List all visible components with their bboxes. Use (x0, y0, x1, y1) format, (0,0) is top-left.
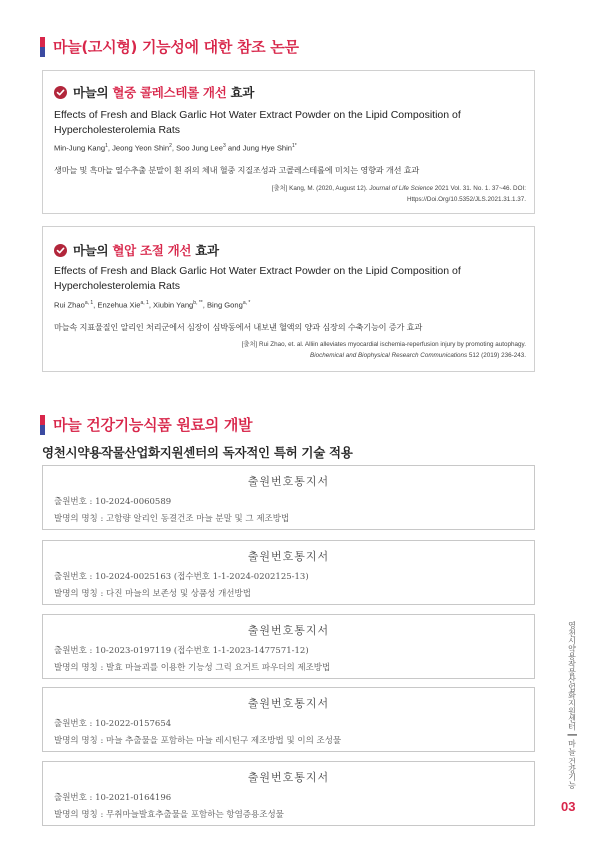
notice-invention-name: 발명의 명칭 : 무취마늘발효추출물을 포함하는 항염증용조성물 (54, 810, 284, 820)
notice-title: 출원번호통지서 (247, 550, 330, 563)
notice-number: 출원번호 : 10-2024-0025163 (접수번호 1-1-2024-0202125-13) (54, 572, 309, 582)
paper-korean-summary: 생마늘 및 흑마늘 열수추출 분말이 흰 쥐의 체내 혈중 지질조성과 고콜레스테롤에 미치는 영향과 개선 효과 (54, 165, 420, 175)
notice-number: 출원번호 : 10-2023-0197119 (접수번호 1-1-2023-1477571-12) (54, 646, 309, 656)
paper-heading-highlight: 혈중 콜레스테롤 개선 (112, 85, 227, 100)
notice-invention-name: 발명의 명칭 : 발효 마늘괴를 이용한 기능성 그릭 요거트 파우더의 제조방법 (54, 663, 331, 673)
patent-notice (42, 761, 535, 826)
patent-notice (42, 540, 535, 605)
patent-notice (42, 687, 535, 752)
notice-number: 출원번호 : 10-2021-0164196 (54, 793, 172, 803)
notice-title: 출원번호통지서 (247, 624, 330, 637)
paper-heading-highlight: 혈압 조절 개선 (112, 243, 192, 258)
paper-source: [출처] Kang, M. (2020, August 12). Journal of Life Science 2021 Vol. 31. No. 1. 37~46. DOI: Https://Doi.Org/10.5352/JLS.2021.31.1.37. (271, 185, 526, 203)
paper-korean-summary: 마늘속 지표물질인 알리인 처리군에서 심장이 심박동에서 내보낸 혈액의 양과 심장의 수축기능이 증가 효과 (54, 322, 423, 332)
paper-card-blood-pressure (42, 226, 535, 372)
check-circle-icon (54, 244, 67, 257)
paper-english-title: Effects of Fresh and Black Garlic Hot Water Extract Powder on the Lipid Composition of Hypercholesterolemia Rats (54, 265, 461, 292)
patent-notice (42, 614, 535, 679)
section-title: 마늘 건강기능식품 원료의 개발 (53, 416, 253, 434)
notice-invention-name: 발명의 명칭 : 마늘 추출물을 포함하는 마늘 레시틴구 제조방법 및 이의 조성물 (54, 736, 342, 746)
side-vertical-label: 영천시약용작물산업화지원센터 ┃ 마늘 건강기능 (567, 621, 577, 789)
notice-invention-name: 발명의 명칭 : 고함량 알리인 동결건조 마늘 분말 및 그 제조방법 (54, 514, 290, 524)
paper-authors: Min-Jung Kang$^1$, Jeong Yeon Shin$^2$, Soo Jung Lee$^3$ and Jung Hye Shin$^{1*}$ (54, 143, 297, 153)
section-marker-icon (40, 415, 45, 435)
patent-notice (42, 465, 535, 530)
notice-number: 출원번호 : 10-2022-0157654 (54, 719, 172, 729)
notice-title: 출원번호통지서 (247, 771, 330, 784)
paper-card-cholesterol (42, 70, 535, 214)
notice-invention-name: 발명의 명칭 : 다진 마늘의 보존성 및 상품성 개선방법 (54, 589, 251, 599)
section-heading-development (40, 414, 252, 435)
section-marker-icon (40, 37, 45, 57)
paper-source: [출처] Rui Zhao, et. al. Alliin alleviates myocardial ischemia-reperfusion injury by promoting autophagy. Biochemical and Biophysical Research Communications 512 (2019) 236-243. (241, 341, 526, 359)
section-heading-papers (40, 36, 299, 57)
page-number: 03 (561, 799, 576, 814)
notice-title: 출원번호통지서 (247, 475, 330, 488)
section-subheading: 영천시약용작물산업화지원센터의 독자적인 특허 기술 적용 (42, 445, 353, 460)
paper-heading: 마늘의 혈중 콜레스테롤 개선 효과 (54, 83, 254, 101)
check-circle-icon (54, 86, 67, 99)
notice-title: 출원번호통지서 (247, 697, 330, 710)
paper-authors: Rui Zhao$^{a, 1}$, Enzehua Xie$^{a, 1}$, Xiubin Yang$^{b, **}$, Bing Gong$^{a, *}$ (54, 300, 251, 310)
notice-number: 출원번호 : 10-2024-0060589 (54, 497, 172, 507)
paper-english-title: Effects of Fresh and Black Garlic Hot Water Extract Powder on the Lipid Composition of Hypercholesterolemia Rats (54, 109, 461, 136)
paper-heading: 마늘의 혈압 조절 개선 효과 (54, 241, 219, 259)
section-title: 마늘(고시형) 기능성에 대한 참조 논문 (53, 38, 299, 56)
